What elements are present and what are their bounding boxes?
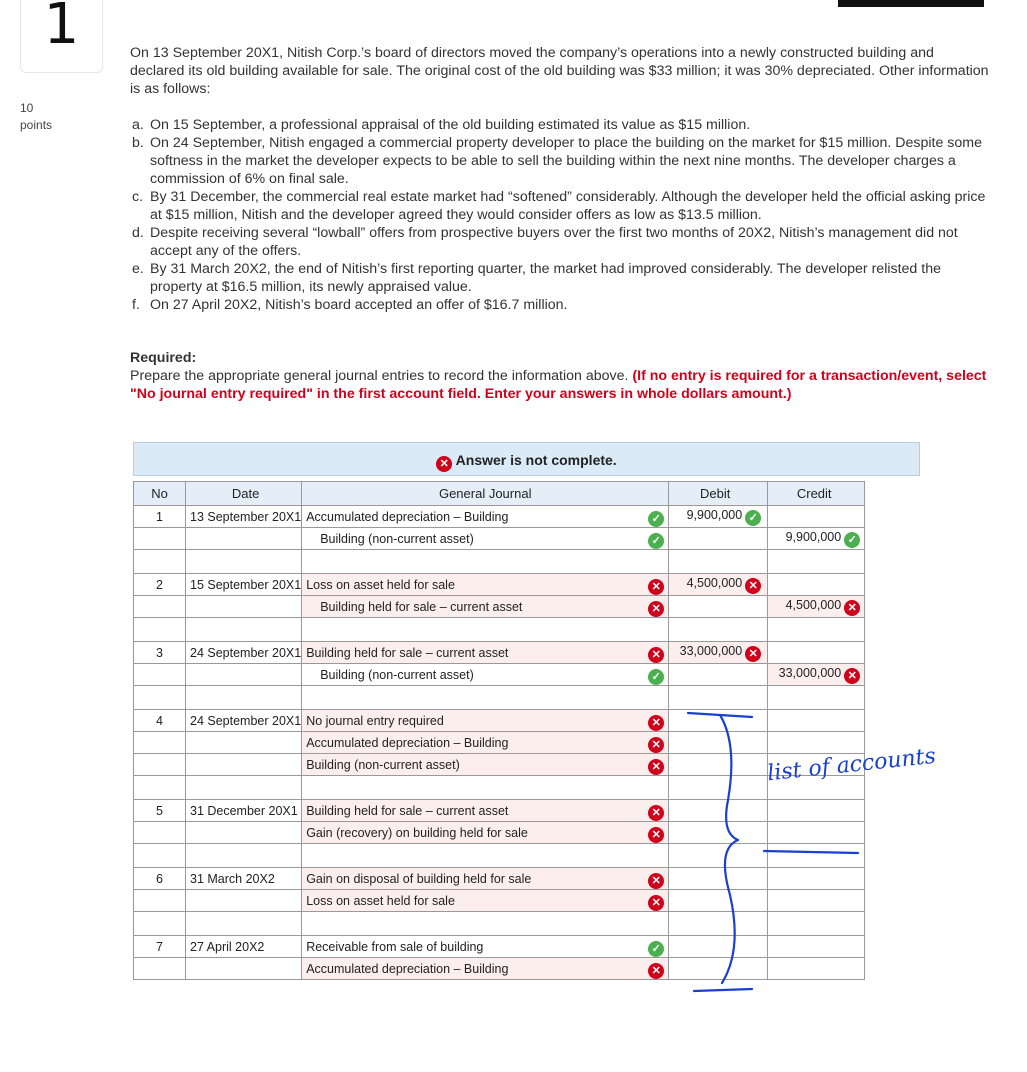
required-instruction: Prepare the appropriate general journal entries to record the information above. <box>130 368 629 384</box>
entry-number: 7 <box>134 936 186 958</box>
x-circle-icon: ✕ <box>648 647 664 663</box>
empty-cell <box>186 686 302 710</box>
account-status <box>648 803 664 821</box>
x-circle-icon: ✕ <box>648 715 664 731</box>
debit-value-wrap <box>680 644 762 658</box>
empty-cell <box>134 912 186 936</box>
entry-date-field[interactable]: 24 September 20X1 <box>186 642 302 664</box>
x-circle-icon: ✕ <box>745 578 761 594</box>
entry-number: 6 <box>134 868 186 890</box>
account-select[interactable] <box>302 822 669 844</box>
problem-intro: On 13 September 20X1, Nitish Corp.’s board of directors moved the company’s operations into a newly constructed building and declared its old building available for sale. The original cost of the old building was $33 million; it was 30% depreciated. Other information is as follows: <box>130 45 989 97</box>
header-date: Date <box>186 482 302 506</box>
account-select[interactable] <box>302 574 669 596</box>
account-status <box>648 713 664 731</box>
entry-date-field[interactable] <box>186 754 302 776</box>
entry-date-field[interactable]: 24 September 20X1 <box>186 710 302 732</box>
account-select[interactable] <box>302 754 669 776</box>
entry-date-field[interactable]: 13 September 20X1 <box>186 506 302 528</box>
x-circle-icon: ✕ <box>648 873 664 889</box>
account-status <box>648 509 664 527</box>
table-row <box>134 596 865 618</box>
entry-number <box>134 596 186 618</box>
credit-value: 33,000,000 <box>778 665 842 680</box>
required-heading: Required: <box>130 350 197 366</box>
entry-date-field[interactable] <box>186 822 302 844</box>
account-name: Building (non-current asset) <box>320 667 474 682</box>
account-select[interactable] <box>302 800 669 822</box>
problem-item-text: Despite receiving several “lowball” offers from prospective buyers over the first two months of 20X2, Nitish’s management did not accept any of the offers. <box>150 225 958 259</box>
problem-item <box>130 116 990 134</box>
x-circle-icon: ✕ <box>648 805 664 821</box>
credit-value-wrap <box>786 598 861 612</box>
x-circle-icon: ✕ <box>844 600 860 616</box>
credit-input[interactable] <box>768 528 865 550</box>
empty-cell <box>186 550 302 574</box>
account-status <box>648 645 664 663</box>
account-status <box>648 599 664 617</box>
empty-cell <box>302 776 669 800</box>
debit-value-wrap <box>687 576 762 590</box>
points-unit: points <box>20 118 53 132</box>
problem-item-label: a. <box>132 117 144 133</box>
entry-number <box>134 732 186 754</box>
account-select[interactable] <box>302 732 669 754</box>
header-journal: General Journal <box>302 482 669 506</box>
debit-value: 4,500,000 <box>686 575 743 590</box>
account-name: Gain on disposal of building held for sale <box>306 871 532 886</box>
check-circle-icon: ✓ <box>648 669 664 685</box>
account-select[interactable] <box>302 596 669 618</box>
account-status <box>648 735 664 753</box>
entry-number: 5 <box>134 800 186 822</box>
x-circle-icon: ✕ <box>648 827 664 843</box>
empty-cell <box>186 776 302 800</box>
account-status <box>648 757 664 775</box>
empty-cell <box>302 844 669 868</box>
credit-value-wrap <box>779 666 861 680</box>
problem-item-text: By 31 March 20X2, the end of Nitish’s first reporting quarter, the market had improved considerably. The developer relisted the property at $16.5 million, its newly appraised value. <box>150 261 941 295</box>
entry-number <box>134 890 186 912</box>
x-circle-icon: ✕ <box>844 668 860 684</box>
account-status <box>648 667 664 685</box>
x-circle-icon: ✕ <box>648 759 664 775</box>
entry-date-field[interactable]: 31 December 20X1 <box>186 800 302 822</box>
problem-items <box>130 116 990 314</box>
account-name: Gain (recovery) on building held for sale <box>306 825 528 840</box>
empty-cell <box>186 912 302 936</box>
empty-cell <box>134 618 186 642</box>
table-header-row <box>134 482 865 506</box>
entry-number <box>134 958 186 980</box>
account-status <box>648 871 664 889</box>
debit-value-wrap <box>687 508 762 522</box>
problem-content <box>130 44 990 403</box>
entry-date-field[interactable] <box>186 528 302 550</box>
handwritten-annotation <box>680 705 937 1005</box>
account-select[interactable] <box>302 528 669 550</box>
entry-date-field[interactable]: 27 April 20X2 <box>186 936 302 958</box>
empty-cell <box>302 912 669 936</box>
credit-input[interactable] <box>768 506 865 528</box>
table-row <box>134 574 865 596</box>
problem-item-text: By 31 December, the commercial real estate market had “softened” considerably. Although the developer held the official asking price at $15 million, Nitish and the developer agreed they would consider offers as low as $13.5 million. <box>150 189 986 223</box>
account-name: Accumulated depreciation – Building <box>306 509 509 524</box>
entry-number: 4 <box>134 710 186 732</box>
empty-cell <box>302 618 669 642</box>
empty-cell <box>302 550 669 574</box>
x-circle-icon: ✕ <box>648 737 664 753</box>
account-select[interactable] <box>302 506 669 528</box>
debit-value: 9,900,000 <box>686 507 743 522</box>
problem-item-label: d. <box>132 225 144 241</box>
entry-number <box>134 754 186 776</box>
entry-number: 2 <box>134 574 186 596</box>
account-name: Building (non-current asset) <box>306 757 460 772</box>
account-status <box>648 531 664 549</box>
account-name: Loss on asset held for sale <box>306 893 455 908</box>
points-label <box>20 100 52 134</box>
empty-cell <box>669 550 768 574</box>
entry-date-field[interactable] <box>186 958 302 980</box>
empty-cell <box>768 550 865 574</box>
debit-input[interactable] <box>669 596 768 618</box>
annotation-text: list of accounts <box>766 743 937 787</box>
account-select[interactable] <box>302 936 669 958</box>
account-status <box>648 939 664 957</box>
empty-cell <box>186 618 302 642</box>
account-status <box>648 961 664 979</box>
account-select[interactable] <box>302 890 669 912</box>
question-number-box <box>20 0 103 73</box>
table-row <box>134 664 865 686</box>
x-circle-icon: ✕ <box>648 963 664 979</box>
x-circle-icon: ✕ <box>648 579 664 595</box>
entry-date-field[interactable] <box>186 664 302 686</box>
account-select[interactable] <box>302 642 669 664</box>
question-number: 1 <box>43 0 80 57</box>
check-circle-icon: ✓ <box>648 941 664 957</box>
check-circle-icon: ✓ <box>844 532 860 548</box>
empty-cell <box>134 686 186 710</box>
account-select[interactable] <box>302 868 669 890</box>
entry-date-field[interactable] <box>186 732 302 754</box>
credit-value: 4,500,000 <box>785 597 842 612</box>
account-name: Building held for sale – current asset <box>320 599 523 614</box>
check-circle-icon: ✓ <box>648 511 664 527</box>
empty-cell <box>669 618 768 642</box>
required-text <box>130 367 990 403</box>
spacer-row <box>134 550 865 574</box>
entry-date-field[interactable] <box>186 596 302 618</box>
header-debit: Debit <box>669 482 768 506</box>
credit-value-wrap <box>786 530 861 544</box>
empty-cell <box>768 618 865 642</box>
entry-number <box>134 664 186 686</box>
problem-item <box>130 188 990 224</box>
account-select[interactable] <box>302 958 669 980</box>
problem-item-label: c. <box>132 189 144 205</box>
account-select[interactable] <box>302 710 669 732</box>
header-credit: Credit <box>768 482 865 506</box>
x-circle-icon: ✕ <box>648 601 664 617</box>
entry-date-field[interactable] <box>186 890 302 912</box>
debit-value: 33,000,000 <box>679 643 743 658</box>
top-bar <box>838 0 984 7</box>
account-name: Receivable from sale of building <box>306 939 484 954</box>
account-name: Building (non-current asset) <box>320 531 474 546</box>
problem-item <box>130 260 990 296</box>
check-circle-icon: ✓ <box>648 533 664 549</box>
problem-item <box>130 134 990 188</box>
debit-input[interactable] <box>669 642 768 664</box>
problem-item-text: On 15 September, a professional appraisal of the old building estimated its value as $15 million. <box>150 117 751 133</box>
underline-stroke <box>764 851 858 853</box>
bracket-curve <box>720 715 738 983</box>
check-circle-icon: ✓ <box>745 510 761 526</box>
entry-number: 1 <box>134 506 186 528</box>
problem-item-label: e. <box>132 261 144 277</box>
credit-input[interactable] <box>768 596 865 618</box>
entry-date-field[interactable]: 31 March 20X2 <box>186 868 302 890</box>
problem-item <box>130 224 990 260</box>
account-status <box>648 577 664 595</box>
problem-item-text: On 24 September, Nitish engaged a commercial property developer to place the building on the market for $15 million. Despite some softness in the market the developer expects to be able to sell the building within the next nine months. The developer charges a commission of 6% on final sale. <box>150 135 982 187</box>
table-row <box>134 506 865 528</box>
account-status <box>648 825 664 843</box>
credit-input[interactable] <box>768 574 865 596</box>
entry-date-field[interactable]: 15 September 20X1 <box>186 574 302 596</box>
empty-cell <box>134 550 186 574</box>
credit-input[interactable] <box>768 664 865 686</box>
problem-item <box>130 296 990 314</box>
empty-cell <box>134 776 186 800</box>
table-row <box>134 642 865 664</box>
empty-cell <box>186 844 302 868</box>
problem-item-label: f. <box>132 297 140 313</box>
account-name: Loss on asset held for sale <box>306 577 455 592</box>
header-no: No <box>134 482 186 506</box>
entry-number <box>134 822 186 844</box>
answer-status-banner <box>133 442 920 476</box>
entry-number: 3 <box>134 642 186 664</box>
account-status <box>648 893 664 911</box>
problem-item-text: On 27 April 20X2, Nitish’s board accepted an offer of $16.7 million. <box>150 297 568 313</box>
debit-input[interactable] <box>669 506 768 528</box>
bracket-bottom-line <box>694 989 752 991</box>
debit-input[interactable] <box>669 664 768 686</box>
account-name: Accumulated depreciation – Building <box>306 961 509 976</box>
account-name: Accumulated depreciation – Building <box>306 735 509 750</box>
debit-input[interactable] <box>669 528 768 550</box>
points-value: 10 <box>20 101 34 115</box>
table-row <box>134 528 865 550</box>
credit-value: 9,900,000 <box>785 529 842 544</box>
empty-cell <box>302 686 669 710</box>
required-note: (If no entry is required for a transaction/event, select "No journal entry required" in the first account field. Enter your answers in whole dollars amount.) <box>130 368 987 402</box>
debit-input[interactable] <box>669 574 768 596</box>
account-name: Building held for sale – current asset <box>306 803 509 818</box>
account-name: No journal entry required <box>306 713 444 728</box>
entry-number <box>134 528 186 550</box>
empty-cell <box>134 844 186 868</box>
problem-item-label: b. <box>132 135 144 151</box>
credit-input[interactable] <box>768 642 865 664</box>
x-circle-icon: ✕ <box>436 456 452 472</box>
spacer-row <box>134 618 865 642</box>
x-circle-icon: ✕ <box>745 646 761 662</box>
account-select[interactable] <box>302 664 669 686</box>
x-circle-icon: ✕ <box>648 895 664 911</box>
banner-text: Answer is not complete. <box>455 452 617 468</box>
account-name: Building held for sale – current asset <box>306 645 509 660</box>
